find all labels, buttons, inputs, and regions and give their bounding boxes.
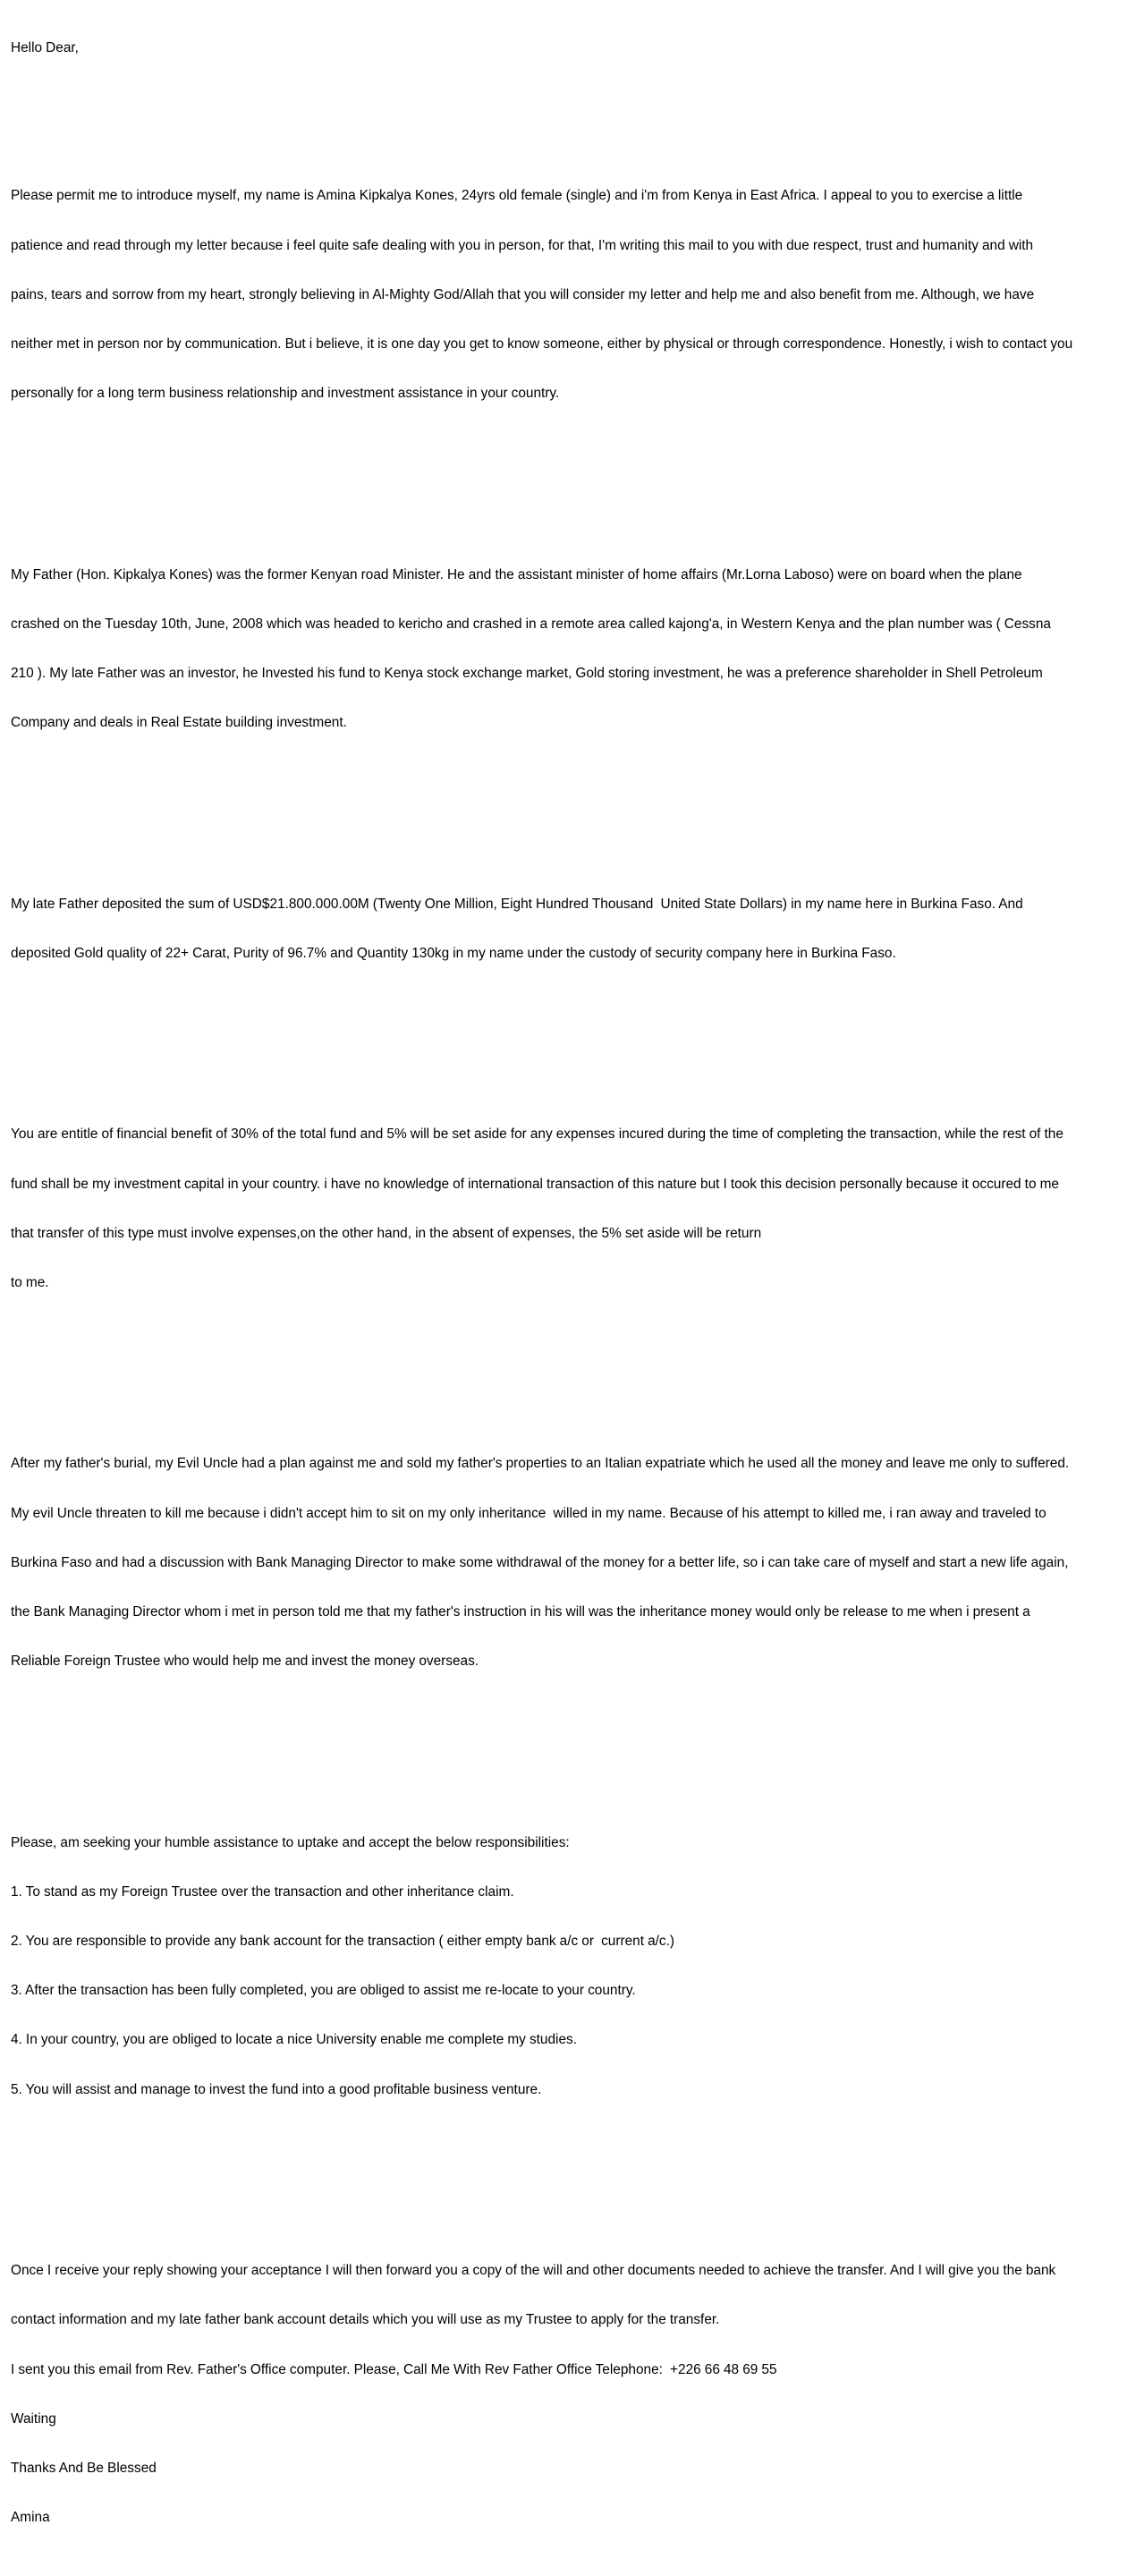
paragraph-line: After my father's burial, my Evil Uncle had a plan against me and sold my father's properties to an Italian expatriate which he used all the money and leave me only to suffered. xyxy=(11,1456,1070,1472)
paragraph-spacer xyxy=(11,89,1125,106)
paragraph-line: personally for a long term business relationship and investment assistance in your country. xyxy=(11,386,560,402)
paragraph-spacer xyxy=(11,1028,1125,1044)
closing-paragraph xyxy=(11,2230,1125,2559)
intro-paragraph xyxy=(11,156,1125,436)
father-paragraph xyxy=(11,534,1125,765)
paragraph-spacer xyxy=(11,797,1125,813)
responsibilities-intro: Please, am seeking your humble assistance to uptake and accept the below responsibilities: xyxy=(11,1834,570,1850)
uncle-paragraph xyxy=(11,1424,1125,1704)
paragraph-line: the Bank Managing Director whom i met in person told me that my father's instruction in his will was the inheritance money would only be release to me when i present a xyxy=(11,1604,1030,1620)
paragraph-line: Company and deals in Real Estate building investment. xyxy=(11,715,347,731)
paragraph-line: Burkina Faso and had a discussion with Bank Managing Director to make some withdrawal of the money for a better life, so i can take care of myself and start a new life again, xyxy=(11,1554,1069,1570)
paragraph-line: I sent you this email from Rev. Father's Office computer. Please, Call Me With Rev Father Office Telephone: +226 66 48 69 55 xyxy=(11,2361,777,2377)
responsibilities-list xyxy=(11,1802,1125,2131)
sign-off-waiting: Waiting xyxy=(11,2410,56,2427)
paragraph-spacer xyxy=(11,468,1125,484)
paragraph-line: Please permit me to introduce myself, my name is Amina Kipkalya Kones, 24yrs old female (single) and i'm from Kenya in East Africa. I appeal to you to exercise a little xyxy=(11,188,1023,204)
paragraph-line: patience and read through my letter because i feel quite safe dealing with you in person, for that, I'm writing this mail to you with due respect, trust and humanity and with xyxy=(11,237,1034,253)
paragraph-line: Once I receive your reply showing your acceptance I will then forward you a copy of the will and other documents needed to achieve the transfer. And I will give you the bank xyxy=(11,2263,1056,2279)
greeting: Hello Dear, xyxy=(11,39,79,55)
paragraph-spacer xyxy=(11,1736,1125,1752)
list-item: 2. You are responsible to provide any bank account for the transaction ( either empty bank a/c or current a/c.) xyxy=(11,1934,675,1950)
list-item: 1. To stand as my Foreign Trustee over the transaction and other inheritance claim. xyxy=(11,1883,514,1900)
paragraph-line: crashed on the Tuesday 10th, June, 2008 which was headed to kericho and crashed in a remote area called kajong'a, in Western Kenya and the plan number was ( Cessna xyxy=(11,616,1051,632)
paragraph-line: My Father (Hon. Kipkalya Kones) was the former Kenyan road Minister. He and the assistant minister of home affairs (Mr.Lorna Laboso) were on board when the plane xyxy=(11,566,1022,582)
paragraph-line: deposited Gold quality of 22+ Carat, Purity of 96.7% and Quantity 130kg in my name under the custody of security company here in Burkina Faso. xyxy=(11,945,896,961)
paragraph-line: contact information and my late father bank account details which you will use as my Trustee to apply for the transfer. xyxy=(11,2312,720,2328)
paragraph-line: My late Father deposited the sum of USD$21.800.000.00M (Twenty One Million, Eight Hundred Thousand United State Dollars) in my name here in Burkina Faso. And xyxy=(11,896,1023,912)
paragraph-line: Reliable Foreign Trustee who would help me and invest the money overseas. xyxy=(11,1654,479,1670)
paragraph-line: pains, tears and sorrow from my heart, strongly believing in Al-Mighty God/Allah that you will consider my letter and help me and also benefit from me. Although, we have xyxy=(11,286,1035,302)
email-body xyxy=(11,7,1125,2576)
paragraph-line: My evil Uncle threaten to kill me because i didn't accept him to sit on my only inheritance willed in my name. Because of his attempt to killed me, i ran away and traveled to xyxy=(11,1505,1046,1521)
deposit-paragraph xyxy=(11,863,1125,995)
paragraph-spacer xyxy=(11,2164,1125,2181)
list-item: 5. You will assist and manage to invest the fund into a good profitable business venture. xyxy=(11,2081,542,2097)
paragraph-spacer xyxy=(11,1357,1125,1373)
paragraph-line: neither met in person nor by communication. But i believe, it is one day you get to know someone, either by physical or through correspondence. Honestly, i wish to contact you xyxy=(11,336,1073,353)
signature-name: Amina xyxy=(11,2510,50,2526)
paragraph-line: You are entitle of financial benefit of 30% of the total fund and 5% will be set aside for any expenses incured during the time of completing the transaction, while the rest of the xyxy=(11,1126,1063,1143)
sign-off-thanks: Thanks And Be Blessed xyxy=(11,2460,157,2476)
paragraph-line: 210 ). My late Father was an investor, he Invested his fund to Kenya stock exchange market, Gold storing investment, he was a preference shareholder in Shell Petroleum xyxy=(11,666,1043,682)
paragraph-line: fund shall be my investment capital in your country. i have no knowledge of international transaction of this nature but I took this decision personally because it occured to me xyxy=(11,1176,1059,1192)
paragraph-line: that transfer of this type must involve expenses,on the other hand, in the absent of expenses, the 5% set aside will be return xyxy=(11,1225,762,1241)
paragraph-line: to me. xyxy=(11,1274,49,1290)
list-item: 3. After the transaction has been fully completed, you are obliged to assist me re-locate to your country. xyxy=(11,1983,636,1999)
benefit-paragraph xyxy=(11,1094,1125,1325)
list-item: 4. In your country, you are obliged to locate a nice University enable me complete my studies. xyxy=(11,2032,577,2048)
